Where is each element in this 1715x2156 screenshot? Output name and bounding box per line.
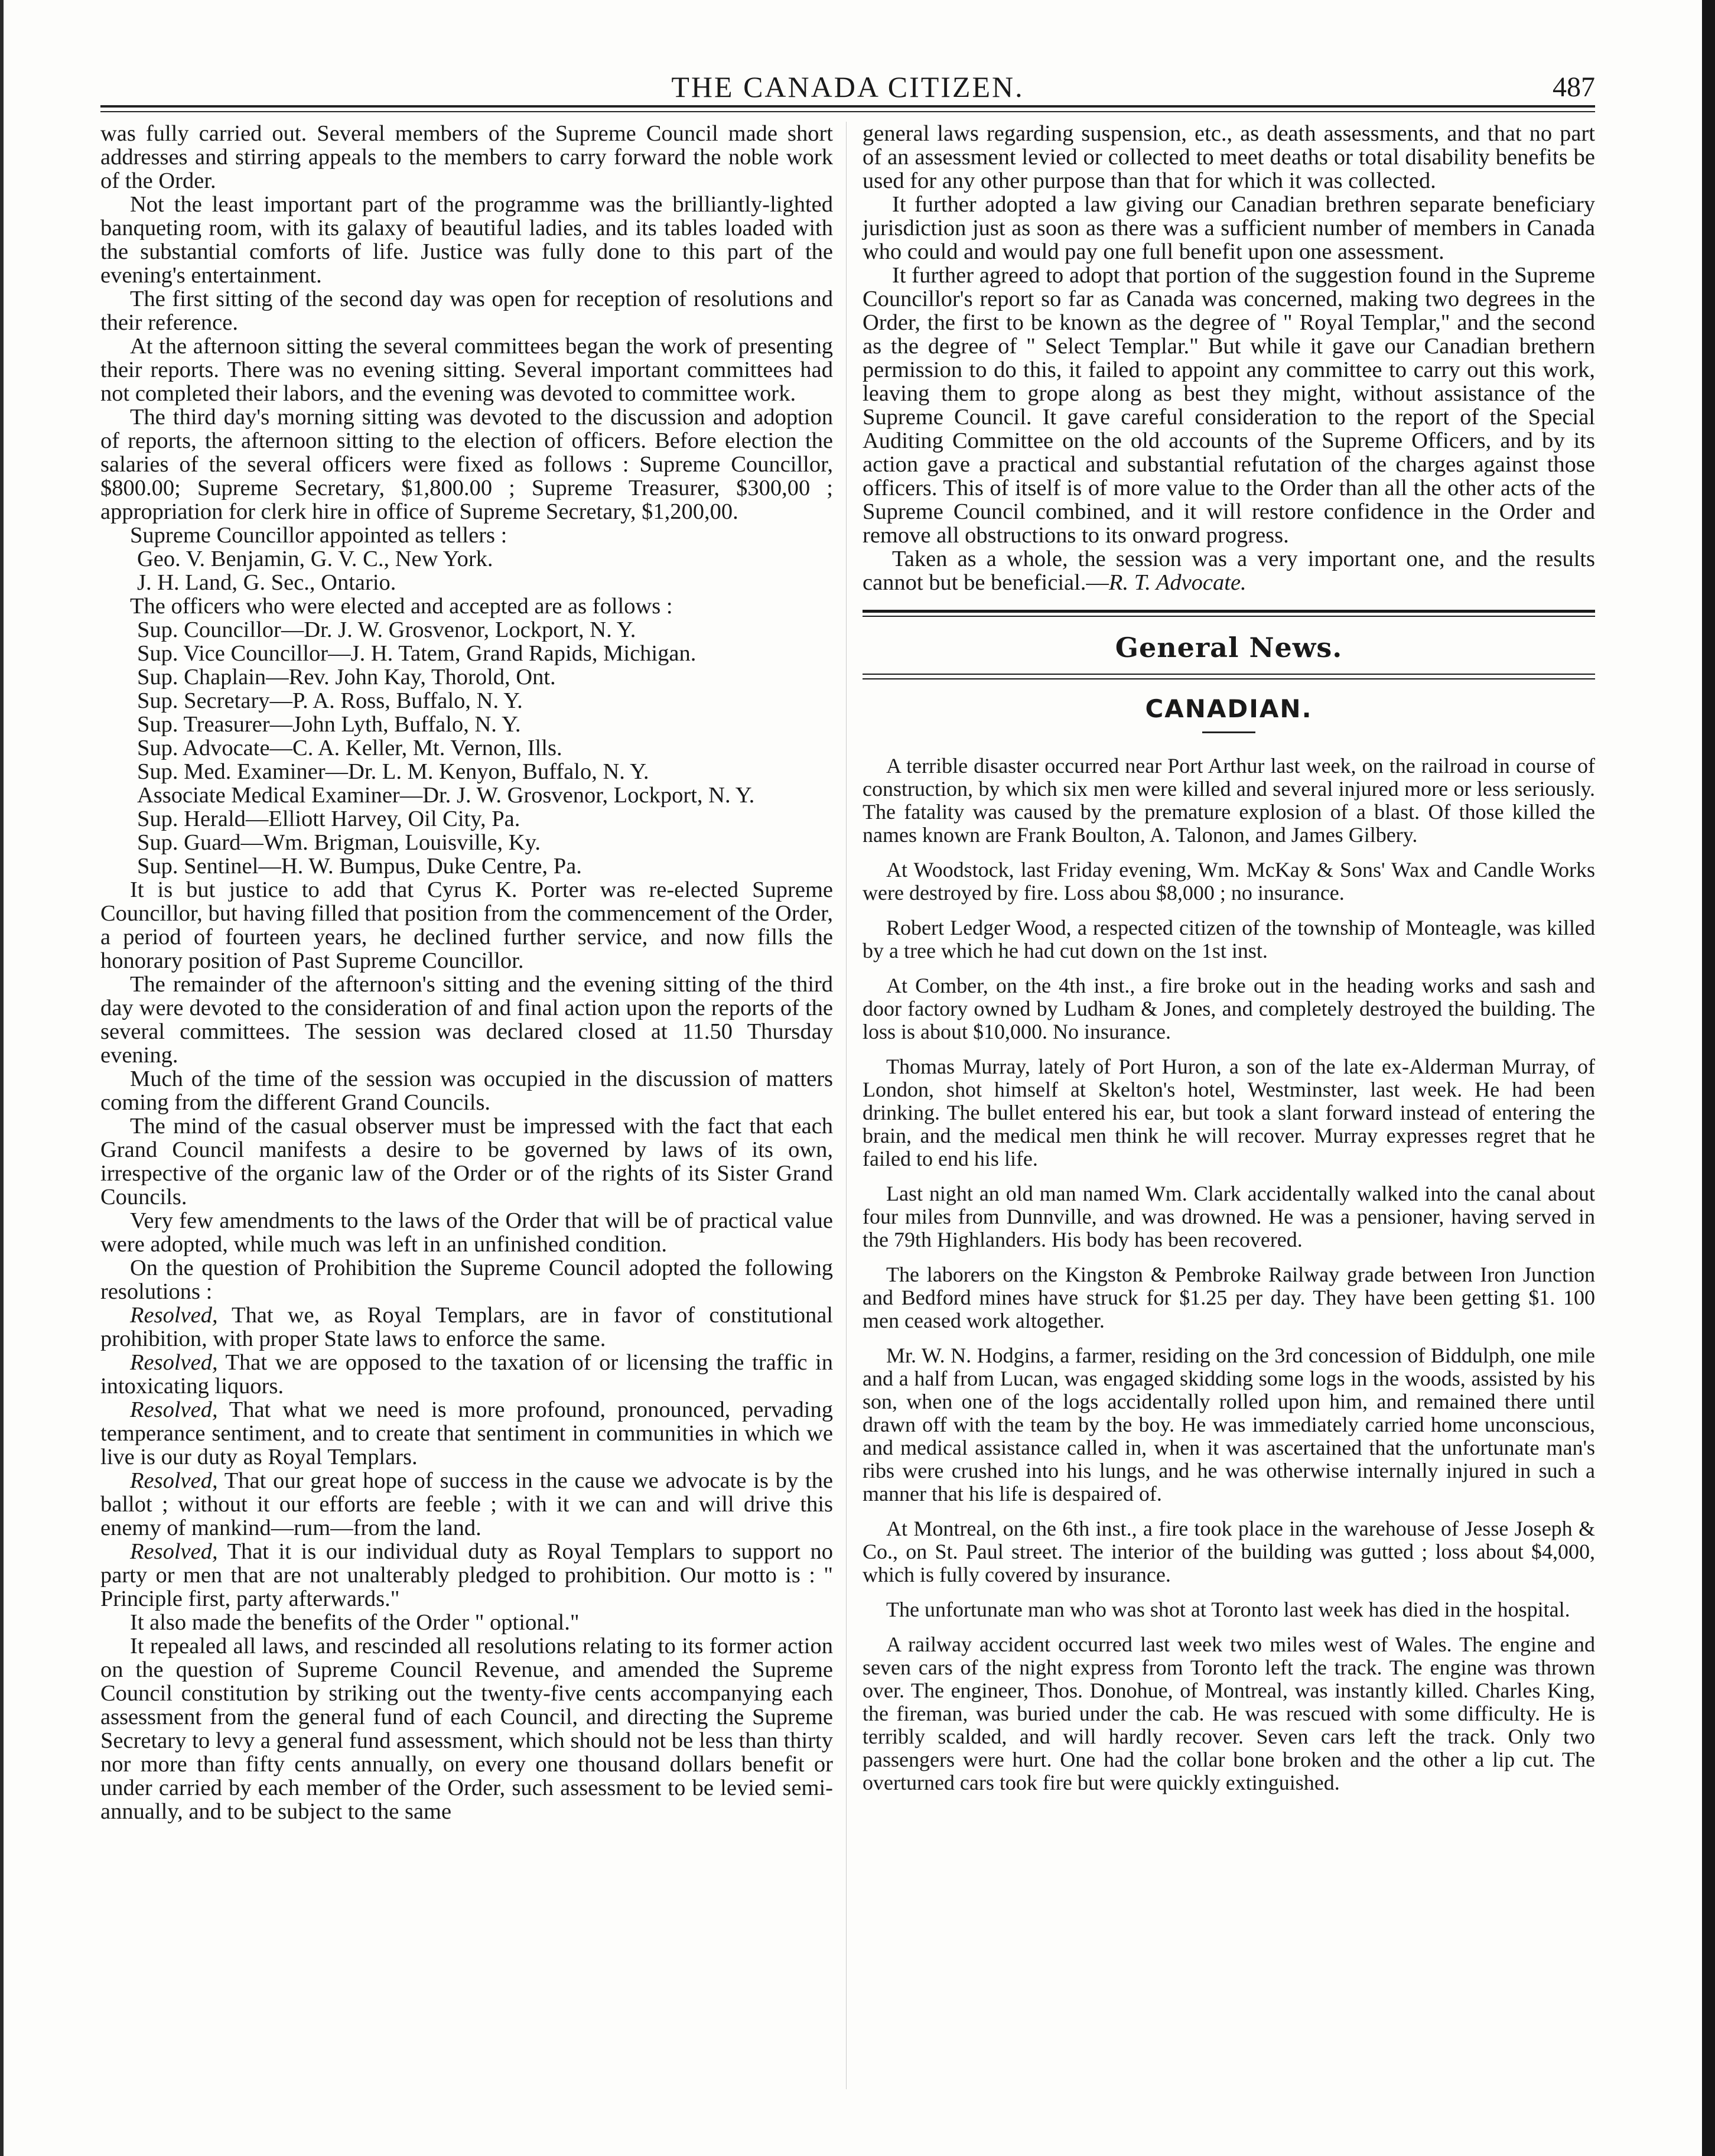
news-item: Last night an old man named Wm. Clark accidentally walked into the canal about four miles from Dunnville, and was drowned. He was a pensioner, having served in the 79th Highlanders. His body has been recovered.	[863, 1182, 1595, 1251]
section-double-rule	[863, 674, 1595, 679]
officer-item: Associate Medical Examiner—Dr. J. W. Grosvenor, Lockport, N. Y.	[137, 783, 755, 808]
officer-item: Sup. Advocate—C. A. Keller, Mt. Vernon, Ills.	[137, 736, 562, 760]
page-edge-right	[1702, 0, 1715, 2156]
officers-list	[100, 618, 833, 878]
paragraph: It repealed all laws, and rescinded all resolutions relating to its former action on the question of Supreme Council Revenue, and amended the Supreme Council constitution by striking out the twenty-five cents accompanying each assessment from the general fund of each Council, and directing the Supreme Secretary to levy a general fund assessment, which should not be less than thirty nor more than fifty cents annually, on every one thousand dollars benefit or under carried by each member of the Order, such assessment to be levied semi-annually, and to be subject to the same	[100, 1634, 833, 1824]
news-item: The unfortunate man who was shot at Toronto last week has died in the hospital.	[886, 1598, 1570, 1621]
resolution	[100, 1398, 833, 1469]
resolution-text: That what we need is more profound, pronounced, pervading temperance sentiment, and to create that sentiment in communities in which we live is our duty as Royal Templars.	[100, 1397, 833, 1469]
paragraph: The first sitting of the second day was open for reception of resolutions and their reference.	[100, 287, 833, 335]
resolved-label: Resolved,	[130, 1397, 218, 1422]
left-column	[100, 122, 833, 1823]
header-rule-thin	[100, 111, 1595, 112]
resolution-text: That our great hope of success in the cause we advocate is by the ballot ; without it our efforts are feeble ; with it we can and will drive this enemy of mankind—rum—from the land.	[100, 1468, 833, 1540]
resolved-label: Resolved,	[130, 1350, 218, 1375]
officer-item: Sup. Chaplain—Rev. John Kay, Thorold, Ont.	[137, 665, 556, 690]
officer-item: Sup. Secretary—P. A. Ross, Buffalo, N. Y.	[137, 688, 523, 713]
paragraph: The mind of the casual observer must be impressed with the fact that each Grand Council manifests a desire to be governed by laws of its own, irrespective of the organic law of the Order or of the rights of its Sister Grand Councils.	[100, 1114, 833, 1209]
paragraph: Supreme Councillor appointed as tellers :	[130, 523, 507, 548]
paragraph: It further adopted a law giving our Canadian brethren separate beneficiary jurisdiction just as soon as there was a sufficient number of members in Canada who could and would pay one full benefit upon one assessment.	[863, 192, 1595, 264]
news-item: Thomas Murray, lately of Port Huron, a son of the late ex-Alderman Murray, of London, shot himself at Skelton's hotel, Westminster, last week. He had been drinking. The bullet entered his ear, but took a slant forward instead of entering the brain, and the medical men think he will recover. Murray expresses regret that he failed to end his life.	[863, 1055, 1595, 1170]
news-item: Robert Ledger Wood, a respected citizen of the township of Monteagle, was killed by a tree which he had cut down on the 1st inst.	[863, 916, 1595, 962]
news-items	[863, 755, 1595, 1794]
resolution	[100, 1540, 833, 1611]
paragraph: Very few amendments to the laws of the Order that will be of practical value were adopted, while much was left in an unfinished condition.	[100, 1208, 833, 1257]
officer-item: Sup. Vice Councillor—J. H. Tatem, Grand Rapids, Michigan.	[137, 641, 697, 666]
officer-item: Sup. Med. Examiner—Dr. L. M. Kenyon, Buffalo, N. Y.	[137, 759, 649, 784]
news-item: At Woodstock, last Friday evening, Wm. McKay & Sons' Wax and Candle Works were destroyed by fire. Loss abou $8,000 ; no insurance.	[863, 858, 1595, 905]
paragraph: Much of the time of the session was occupied in the discussion of matters coming from the different Grand Councils.	[100, 1066, 833, 1115]
officer-item: Sup. Guard—Wm. Brigman, Louisville, Ky.	[137, 830, 541, 855]
paragraph: The officers who were elected and accepted are as follows :	[130, 594, 673, 619]
resolution-text: That it is our individual duty as Royal Templars to support no party or men that are not unalterably pledged to prohibition. Our motto is : " Principle first, party afterwards."	[100, 1539, 833, 1611]
resolution	[100, 1351, 833, 1398]
teller-item: Geo. V. Benjamin, G. V. C., New York.	[137, 547, 493, 571]
officer-item: Sup. Herald—Elliott Harvey, Oil City, Pa.	[137, 807, 520, 831]
news-item: At Comber, on the 4th inst., a fire broke out in the heading works and sash and door factory owned by Ludham & Jones, and completely destroyed the building. The loss is about $10,000. No insurance.	[863, 974, 1595, 1043]
officer-item: Sup. Sentinel—H. W. Bumpus, Duke Centre, Pa.	[137, 854, 582, 879]
paragraph: It further agreed to adopt that portion of the suggestion found in the Supreme Councillor's report so far as Canada was concerned, making two degrees in the Order, the first to be known as the degree of " Royal Templar," and the second as the degree of " Select Templar." But while it gave our Canadian brethern permission to do this, it failed to appoint any committee to carry out this work, leaving them to grope along as best they might, without assistance of the Supreme Council. It gave careful consideration to the report of the Special Auditing Committee on the old accounts of the Supreme Officers, and by its action gave a practical and substantial refutation of the charges against those officers. This of itself is of more value to the Order than all the other acts of the Supreme Council combined, and it will restore confidence in the Order and remove all obstructions to its onward progress.	[863, 263, 1595, 548]
closing-text: Taken as a whole, the session was a very important one, and the results cannot but be beneficial.—	[863, 547, 1595, 595]
news-item: A railway accident occurred last week two miles west of Wales. The engine and seven cars of the night express from Toronto left the track. The engine was thrown over. The engineer, Thos. Donohue, of Montreal, was instantly killed. Charles King, the fireman, was buried under the cab. He was rescued with some difficulty. He is terribly scalded, and will hardly recover. Seven cars left the track. Only two passengers were hurt. One had the collar bone broken and the other a lip cut. The overturned cars took fire but were quickly extinguished.	[863, 1633, 1595, 1794]
page-header	[100, 70, 1595, 106]
resolved-label: Resolved,	[130, 1539, 218, 1564]
paragraph: was fully carried out. Several members of the Supreme Council made short addresses and stirring appeals to the members to carry forward the noble work of the Order.	[100, 121, 833, 193]
short-rule	[1202, 731, 1255, 733]
resolution-text: That we, as Royal Templars, are in favor of constitutional prohibition, with proper State laws to enforce the same.	[100, 1303, 833, 1351]
paragraph: The remainder of the afternoon's sitting and the evening sitting of the third day were devoted to the consideration of and final action upon the reports of the several committees. The session was declared closed at 11.50 Thursday evening.	[100, 972, 833, 1068]
teller-item: J. H. Land, G. Sec., Ontario.	[137, 570, 396, 595]
section-rule	[863, 610, 1595, 617]
officer-item: Sup. Treasurer—John Lyth, Buffalo, N. Y.	[137, 712, 521, 737]
resolution-text: That we are opposed to the taxation of or licensing the traffic in intoxicating liquors.	[100, 1350, 833, 1399]
news-item: Mr. W. N. Hodgins, a farmer, residing on the 3rd concession of Biddulph, one mile and a half from Lucan, was engaged skidding some logs in the woods, assisted by his son, when one of the logs accidentally rolled upon him, and remained there until drawn off with the team by the boy. He was immediately carried home unconscious, and medical assistance called in, when it was ascertained that the unfortunate man's ribs were crushed into his lungs, and he was otherwise internally injured in such a manner that his life is despaired of.	[863, 1344, 1595, 1505]
news-item: A terrible disaster occurred near Port Arthur last week, on the railroad in course of construction, by which six men were killed and several injured more or less seriously. The fatality was caused by the premature explosion of a blast. Of those killed the names known are Frank Boulton, A. Talonon, and James Gilbery.	[863, 754, 1595, 847]
news-item: At Montreal, on the 6th inst., a fire took place in the warehouse of Jesse Joseph & Co., on St. Paul street. The interior of the building was gutted ; loss about $4,000, which is fully covered by insurance.	[863, 1517, 1595, 1586]
paragraph: At the afternoon sitting the several committees began the work of presenting their reports. There was no evening sitting. Several important committees had not completed their labors, and the evening was devoted to committee work.	[100, 334, 833, 406]
paragraph: It also made the benefits of the Order " optional."	[130, 1610, 580, 1635]
paragraph: It is but justice to add that Cyrus K. Porter was re-elected Supreme Councillor, but having filled that position from the commencement of the Order, a period of fourteen years, he declined further service, and now fills the honorary position of Past Supreme Councillor.	[100, 877, 833, 973]
page-number: 487	[1553, 71, 1595, 103]
news-item: The laborers on the Kingston & Pembroke Railway grade between Iron Junction and Bedford mines have struck for $1.25 per day. They have been getting $1. 100 men ceased work altogether.	[863, 1263, 1595, 1332]
newspaper-title: THE CANADA CITIZEN.	[671, 70, 1024, 103]
section-title: General News.	[1115, 632, 1343, 664]
resolution	[100, 1469, 833, 1540]
paragraph: On the question of Prohibition the Supreme Council adopted the following resolutions :	[100, 1256, 833, 1304]
subsection-title: CANADIAN.	[1145, 694, 1313, 723]
paragraph	[863, 547, 1595, 594]
column-divider	[846, 122, 847, 2089]
resolved-label: Resolved,	[130, 1468, 218, 1493]
header-rule	[100, 105, 1595, 108]
page-edge-left	[0, 0, 4, 2156]
right-column	[863, 122, 1595, 1806]
officer-item: Sup. Councillor—Dr. J. W. Grosvenor, Lockport, N. Y.	[137, 617, 636, 642]
paragraph: The third day's morning sitting was devoted to the discussion and adoption of reports, the afternoon sitting to the election of officers. Before election the salaries of the several officers were fixed as follows : Supreme Councillor, $800.00; Supreme Secretary, $1,800.00 ; Supreme Treasurer, $300,00 ; appropriation for clerk hire in office of Supreme Secretary, $1,200,00.	[100, 405, 833, 524]
source-citation: R. T. Advocate.	[1108, 570, 1247, 595]
resolved-label: Resolved,	[130, 1303, 218, 1328]
paragraph: Not the least important part of the programme was the brilliantly-lighted banqueting room, with its galaxy of beautiful ladies, and its tables loaded with the substantial comforts of life. Justice was fully done to this part of the evening's entertainment.	[100, 192, 833, 288]
paragraph: general laws regarding suspension, etc., as death assessments, and that no part of an assessment levied or collected to meet deaths or total disability benefits be used for any other purpose than that for which it was collected.	[863, 121, 1595, 193]
resolution	[100, 1303, 833, 1351]
